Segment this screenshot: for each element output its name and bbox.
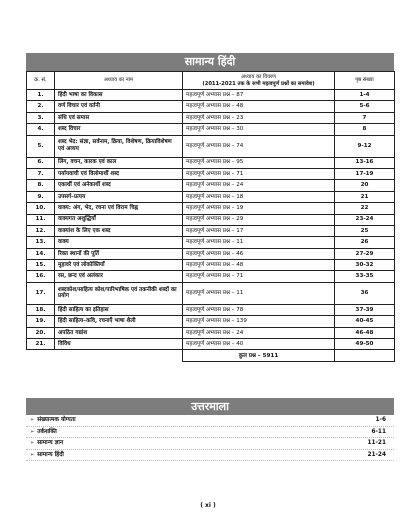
page-cell: 7 [335, 112, 395, 123]
answer-label [30, 427, 57, 438]
page-cell: 21 [335, 191, 395, 202]
table-row [27, 248, 395, 259]
serial-cell: 6. [27, 157, 55, 168]
table-header-row [27, 72, 395, 90]
table-body [27, 90, 395, 350]
table-row [27, 237, 395, 248]
table-row [27, 260, 395, 271]
answer-page: 1-6 [375, 417, 386, 423]
serial-cell: 2. [27, 101, 55, 112]
description-cell: महत्वपूर्ण अभ्यास प्रश्न – 139 [183, 316, 335, 327]
table-row [27, 304, 395, 315]
header-description [183, 72, 335, 90]
page-cell: 23-24 [335, 214, 395, 225]
chapter-cell: उपसर्ग–प्रत्यय [55, 191, 183, 202]
page-cell: 20 [335, 180, 395, 191]
table-row [27, 157, 395, 168]
page-number: ( xi ) [200, 502, 216, 509]
header-chapter: अध्याय का नाम [55, 72, 183, 90]
answers-title-band [26, 398, 394, 415]
description-cell: महत्वपूर्ण अभ्यास प्रश्न – 48 [183, 260, 335, 271]
serial-cell: 16. [27, 271, 55, 282]
chapter-cell: शब्द विचार [55, 124, 183, 135]
answer-label-text: सामान्य ज्ञान [37, 440, 64, 447]
answer-page: 11-21 [367, 440, 386, 447]
chapter-cell: वाक्यगत अशुद्धियाँ [55, 214, 183, 225]
serial-cell: 12. [27, 225, 55, 236]
serial-cell: 11. [27, 214, 55, 225]
table-row [27, 282, 395, 304]
answer-row [26, 450, 394, 462]
header-page: पृष्ठ संख्या [335, 72, 395, 90]
page-cell: 33-35 [335, 271, 395, 282]
contents-table [26, 71, 395, 362]
page-cell: 27-29 [335, 248, 395, 259]
page-cell: 8 [335, 124, 395, 135]
answers-title: उत्तरमाला [191, 400, 229, 413]
table-row [27, 214, 395, 225]
description-cell: महत्वपूर्ण अभ्यास प्रश्न – 17 [183, 225, 335, 236]
description-cell: महत्वपूर्ण अभ्यास प्रश्न – 29 [183, 214, 335, 225]
table-row [27, 339, 395, 350]
page-cell: 25 [335, 225, 395, 236]
chapter-cell: रिक्त स्थानों की पूर्ति [55, 248, 183, 259]
serial-cell: 15. [27, 260, 55, 271]
table-row [27, 271, 395, 282]
table-row [27, 191, 395, 202]
serial-cell: 17. [27, 282, 55, 304]
description-cell: महत्वपूर्ण अभ्यास प्रश्न – 23 [183, 112, 335, 123]
serial-cell: 9. [27, 191, 55, 202]
chapter-cell: वाक्यांश के लिए एक शब्द [55, 225, 183, 236]
serial-cell: 18. [27, 304, 55, 315]
page-cell: 37-39 [335, 304, 395, 315]
description-cell: महत्वपूर्ण अभ्यास प्रश्न – 95 [183, 157, 335, 168]
description-cell: महत्वपूर्ण अभ्यास प्रश्न – 46 [183, 248, 335, 259]
page-cell: 40-45 [335, 316, 395, 327]
answer-label [30, 438, 63, 449]
section-title-band [26, 53, 394, 71]
description-cell: महत्वपूर्ण अभ्यास प्रश्न – 19 [183, 203, 335, 214]
serial-cell: 3. [27, 112, 55, 123]
chapter-cell: रस, छन्द एवं अलंकार [55, 271, 183, 282]
answer-row [26, 415, 394, 427]
chapter-cell: शब्दकोश/साहित्य कोश/पारिभाषिक एवं तकनीकी शब्दों का प्रयोग [55, 282, 183, 304]
page-cell: 22 [335, 203, 395, 214]
table-row [27, 180, 395, 191]
description-cell: महत्वपूर्ण अभ्यास प्रश्न – 71 [183, 168, 335, 179]
table-row [27, 124, 395, 135]
chapter-cell: वाक्य: अंग, भेद, रचना एवं विराम चिह्न [55, 203, 183, 214]
description-cell: महत्वपूर्ण अभ्यास प्रश्न – 71 [183, 271, 335, 282]
page-cell: 13-16 [335, 157, 395, 168]
chapter-cell: लिंग, वचन, कारक एवं काल [55, 157, 183, 168]
description-cell: महत्वपूर्ण अभ्यास प्रश्न – 74 [183, 135, 335, 157]
page-cell: 26 [335, 237, 395, 248]
chapter-cell: एकार्थी एवं अनेकार्थी शब्द [55, 180, 183, 191]
answer-label-text: तर्कशक्ति [37, 428, 57, 435]
description-cell: महत्वपूर्ण अभ्यास प्रश्न – 11 [183, 282, 335, 304]
serial-cell: 4. [27, 124, 55, 135]
arrow-icon: ➢ [30, 428, 35, 435]
description-cell: महत्वपूर्ण अभ्यास प्रश्न – 11 [183, 237, 335, 248]
chapter-cell: हिंदी भाषा का विकास [55, 90, 183, 101]
description-cell: महत्वपूर्ण अभ्यास प्रश्न – 40 [183, 339, 335, 350]
answer-label-text: सामान्य हिंदी [37, 451, 64, 458]
description-cell: महत्वपूर्ण अभ्यास प्रश्न – 24 [183, 327, 335, 338]
header-description-line2: (2011-2021 तक के सभी महत्वपूर्ण प्रश्नों का समावेश) [202, 80, 315, 87]
chapter-cell: वर्ण विचार एवं वर्तनी [55, 101, 183, 112]
table-row [27, 203, 395, 214]
header-description-line1: अध्याय का विवरण [241, 73, 276, 80]
description-cell: महत्वपूर्ण अभ्यास प्रश्न – 48 [183, 101, 335, 112]
page-cell: 49-50 [335, 339, 395, 350]
page-cell: 5-6 [335, 101, 395, 112]
chapter-cell: पर्यायवाची एवं विलोमार्थी शब्द [55, 168, 183, 179]
chapter-cell: मुहावरे एवं लोकोक्तियाँ [55, 260, 183, 271]
serial-cell: 7. [27, 168, 55, 179]
header-serial: क्र. सं. [27, 72, 55, 90]
description-cell: महत्वपूर्ण अभ्यास प्रश्न – 18 [183, 191, 335, 202]
table-row [27, 90, 395, 101]
arrow-icon: ➢ [30, 417, 35, 423]
answer-label [30, 450, 64, 461]
description-cell: महत्वपूर्ण अभ्यास प्रश्न – 87 [183, 90, 335, 101]
answer-page: 21-24 [367, 451, 386, 458]
chapter-cell: विविध [55, 339, 183, 350]
serial-cell: 10. [27, 203, 55, 214]
answer-page: 6-11 [371, 428, 386, 435]
answer-label-text: संख्यात्मक योग्यता [37, 417, 76, 423]
serial-cell: 14. [27, 248, 55, 259]
table-row [27, 112, 395, 123]
serial-cell: 20. [27, 327, 55, 338]
serial-cell: 5. [27, 135, 55, 157]
answer-row [26, 438, 394, 450]
table-row [27, 327, 395, 338]
chapter-cell: वाक्य [55, 237, 183, 248]
section-title: सामान्य हिंदी [184, 55, 236, 68]
answer-row [26, 427, 394, 439]
serial-cell: 21. [27, 339, 55, 350]
serial-cell: 1. [27, 90, 55, 101]
description-cell: महत्वपूर्ण अभ्यास प्रश्न – 78 [183, 304, 335, 315]
chapter-cell: हिंदी साहित्य–कवि, रचनाएँ भाषा शैली [55, 316, 183, 327]
page-cell: 46-48 [335, 327, 395, 338]
arrow-icon: ➢ [30, 440, 35, 447]
answers-list [26, 415, 394, 461]
chapter-cell: हिंदी साहित्य का इतिहास [55, 304, 183, 315]
table-row [27, 168, 395, 179]
page-cell: 36 [335, 282, 395, 304]
chapter-cell: शब्द भेद: संज्ञा, सर्वनाम, क्रिया, विशेषण, क्रियाविशेषण एवं अव्यय [55, 135, 183, 157]
table-row [27, 225, 395, 236]
page-cell: 17-19 [335, 168, 395, 179]
table-row [27, 135, 395, 157]
serial-cell: 8. [27, 180, 55, 191]
serial-cell: 19. [27, 316, 55, 327]
page-cell: 9-12 [335, 135, 395, 157]
table-row [27, 316, 395, 327]
page-cell: 30-32 [335, 260, 395, 271]
page-cell: 1-4 [335, 90, 395, 101]
answer-label [30, 415, 76, 426]
chapter-cell: अपठित गद्यांश [55, 327, 183, 338]
table-row [27, 101, 395, 112]
description-cell: महत्वपूर्ण अभ्यास प्रश्न – 24 [183, 180, 335, 191]
total-questions: कुल प्रश्न – 5911 [183, 350, 335, 362]
total-row [27, 350, 395, 362]
description-cell: महत्वपूर्ण अभ्यास प्रश्न – 30 [183, 124, 335, 135]
arrow-icon: ➢ [30, 451, 35, 458]
chapter-cell: संधि एवं समास [55, 112, 183, 123]
serial-cell: 13. [27, 237, 55, 248]
